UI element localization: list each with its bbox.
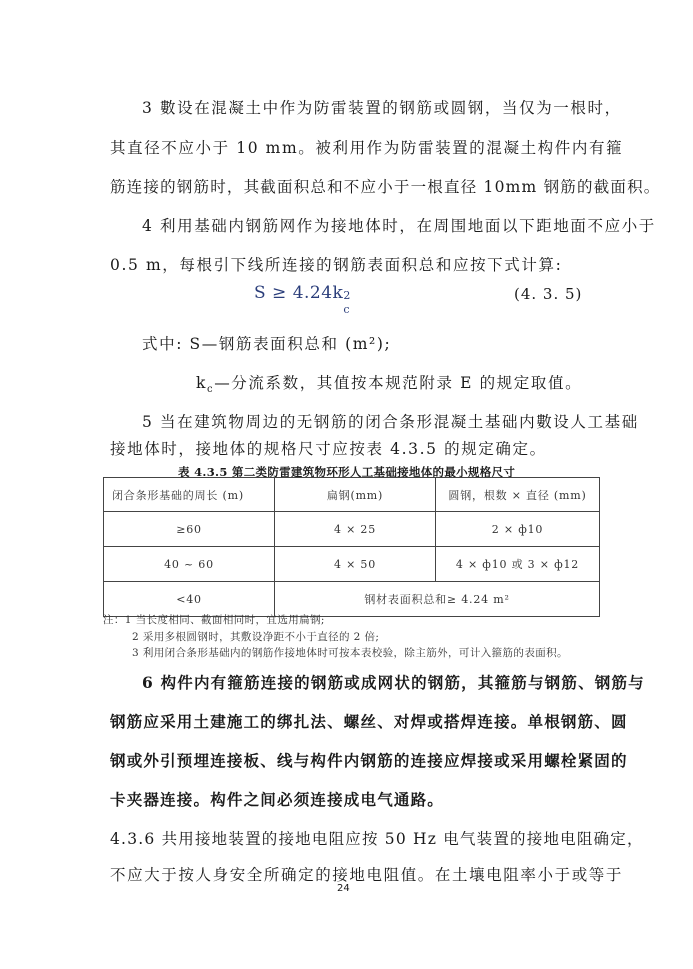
table-note-2: 2 采用多根圆钢时，其敷设净距不小于直径的 2 倍; xyxy=(132,631,380,643)
paragraph-6-line-1: 6 构件内有箍筋连接的钢筋或成网状的钢筋，其箍筋与钢筋、钢筋与 xyxy=(142,673,645,692)
kc-definition: —分流系数，其值按本规范附录 E 的规定取值。 xyxy=(214,374,583,392)
table-cell: 40 ~ 60 xyxy=(104,547,275,582)
table-cell: 2 × ф10 xyxy=(436,512,600,547)
paragraph-5-line-1: 5 当在建筑物周边的无钢筋的闭合条形混凝土基础内數设人工基础 xyxy=(142,413,639,431)
header-perimeter: 闭合条形基础的周长 (m) xyxy=(104,478,275,512)
paragraph-5-line-2: 接地体时，接地体的规格尺寸应按表 4.3.5 的规定确定。 xyxy=(110,440,547,458)
spec-table xyxy=(103,477,600,617)
page-number: 24 xyxy=(337,883,350,894)
where-line-2 xyxy=(196,371,582,395)
paragraph-6-line-4: 卡夹器连接。构件之间必须连接成电气通路。 xyxy=(110,790,445,809)
table-cell: ≥60 xyxy=(104,512,275,547)
section-4-3-6-line-1: 4.3.6 共用接地装置的接地电阻应按 50 Hz 电气装置的接地电阻确定， xyxy=(110,830,644,848)
formula-subscript: c xyxy=(343,303,351,316)
paragraph-4-line-2: 0.5 m，每根引下线所连接的钢筋表面积总和应按下式计算: xyxy=(110,256,563,274)
where-line-1: 式中: S—钢筋表面积总和 (m²); xyxy=(142,335,392,353)
paragraph-6-line-2: 钢筋应采用土建施工的绑扎法、螺丝、对焊或搭焊连接。单根钢筋、圆 xyxy=(110,712,628,731)
header-round-steel: 圆钢，根数 × 直径 (mm) xyxy=(436,478,600,512)
formula-lhs: S ≥ 4.24k xyxy=(254,283,344,303)
kc-symbol: k xyxy=(196,374,207,392)
table-note-1: 注：1 当长度相同、截面相同时，宜选用扁钢; xyxy=(103,614,325,626)
table-cell: <40 xyxy=(104,582,275,617)
kc-subscript: c xyxy=(207,384,215,396)
table-row xyxy=(104,547,600,582)
formula-superscript: 2 xyxy=(343,289,351,302)
table-row xyxy=(104,512,600,547)
table-header-row xyxy=(104,478,600,512)
table-cell: 4 × 50 xyxy=(275,547,436,582)
table-title: 表 4.3.5 第二类防雷建筑物环形人工基础接地体的最小规格尺寸 xyxy=(178,465,516,479)
paragraph-3-line-2: 其直径不应小于 10 mm。被利用作为防雷装置的混凝土构件内有箍 xyxy=(110,139,624,157)
table-note-3: 3 利用闭合条形基础内的钢筋作接地体时可按本表校验，除主筋外，可计入箍筋的表面积。 xyxy=(132,647,568,659)
paragraph-3-line-3: 筋连接的钢筋时，其截面积总和不应小于一根直径 10mm 钢筋的截面积。 xyxy=(110,178,661,196)
table-cell: 4 × ф10 或 3 × ф12 xyxy=(436,547,600,582)
paragraph-6-line-3: 钢或外引预埋连接板、线与构件内钢筋的连接应焊接或采用螺栓紧固的 xyxy=(110,751,628,770)
paragraph-4-line-1: 4 利用基础内钢筋网作为接地体时，在周围地面以下距地面不应小于 xyxy=(142,217,656,235)
paragraph-3-line-1: 3 數设在混凝土中作为防雷装置的钢筋或圆钢，当仅为一根时， xyxy=(142,99,622,117)
table-cell-merged: 钢材表面积总和≥ 4.24 m² xyxy=(275,582,600,617)
formula-4-3-5 xyxy=(254,283,352,316)
header-flat-steel: 扁钢(mm) xyxy=(275,478,436,512)
section-4-3-6-line-2: 不应大于按人身安全所确定的接地电阻值。在土壤电阻率小于或等于 xyxy=(110,866,624,884)
formula-number: (4. 3. 5) xyxy=(514,285,583,303)
table-cell: 4 × 25 xyxy=(275,512,436,547)
